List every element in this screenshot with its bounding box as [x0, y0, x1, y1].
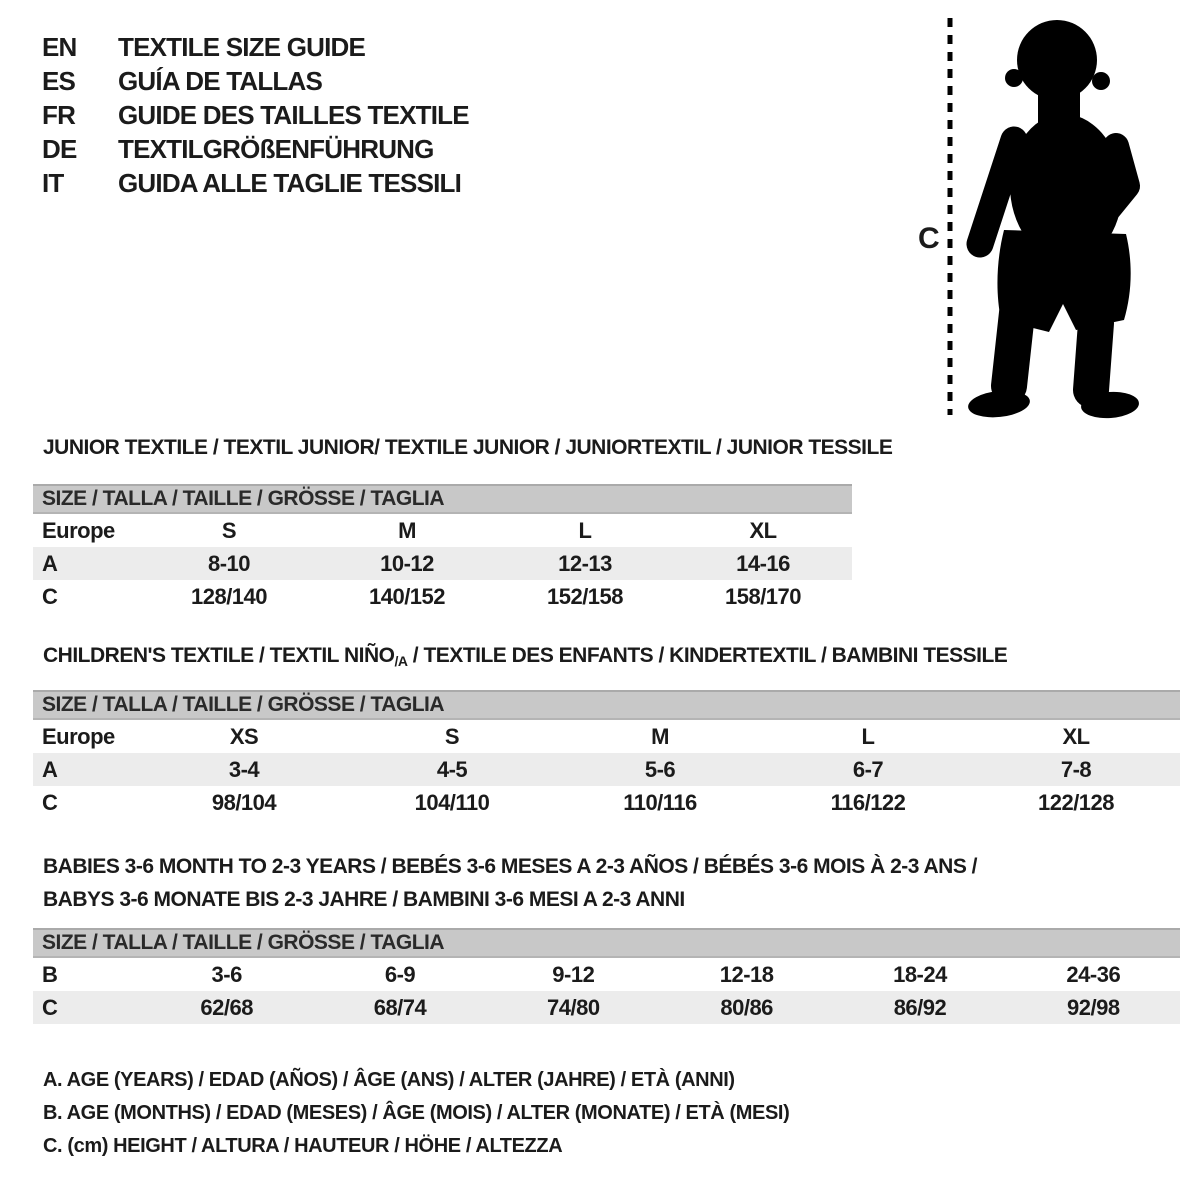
- age-cell: 10-12: [380, 550, 434, 576]
- age-cell: 8-10: [207, 550, 251, 576]
- age-cell: 6-7: [852, 756, 884, 782]
- guide-title: TEXTILGRÖßENFÜHRUNG: [118, 133, 434, 164]
- age-cell: 4-5: [436, 756, 468, 782]
- table-row-height: [33, 991, 1180, 1024]
- row-label: C: [42, 789, 58, 815]
- height-cell: 62/68: [200, 994, 253, 1020]
- language-code: FR: [42, 99, 76, 130]
- language-row-it: [42, 166, 469, 200]
- guide-title: GUÍA DE TALLAS: [118, 65, 323, 96]
- table-row-height: [33, 786, 1180, 819]
- language-code: ES: [42, 65, 76, 96]
- height-cell: 128/140: [190, 583, 268, 609]
- children-title-text: / TEXTILE DES ENFANTS / KINDERTEXTIL / BAMBINI TESSILE: [407, 644, 1008, 667]
- size-header-bar: SIZE / TALLA / TAILLE / GRÖSSE / TAGLIA: [33, 928, 1180, 958]
- table-row-europe: [33, 514, 852, 547]
- age-cell: 18-24: [893, 961, 947, 987]
- size-cell: XL: [1062, 723, 1090, 749]
- junior-section-title: JUNIOR TEXTILE / TEXTIL JUNIOR/ TEXTILE JUNIOR / JUNIORTEXTIL / JUNIOR TESSILE: [43, 436, 893, 459]
- children-title-text: CHILDREN'S TEXTILE / TEXTIL NIÑO: [43, 644, 395, 667]
- height-cell: 98/104: [211, 789, 277, 815]
- age-cell: 7-8: [1060, 756, 1092, 782]
- row-label: B: [42, 961, 58, 987]
- children-title-subscript: /A: [394, 653, 408, 669]
- height-cell: 140/152: [368, 583, 446, 609]
- table-row-age: [33, 753, 1180, 786]
- guide-title: GUIDE DES TAILLES TEXTILE: [118, 99, 469, 130]
- babies-size-table: [33, 928, 1180, 1024]
- height-cell: 152/158: [546, 583, 624, 609]
- table-row-age-months: [33, 958, 1180, 991]
- language-title-list: [42, 30, 469, 200]
- age-cell: 3-6: [211, 961, 242, 987]
- row-label: A: [42, 550, 58, 576]
- babies-title-line1: BABIES 3-6 MONTH TO 2-3 YEARS / BEBÉS 3-6 MESES A 2-3 AÑOS / BÉBÉS 3-6 MOIS À 2-3 ANS /: [43, 855, 978, 878]
- height-cell: 92/98: [1067, 994, 1120, 1020]
- height-cell: 68/74: [373, 994, 427, 1020]
- size-cell: XL: [749, 517, 777, 543]
- language-code: EN: [42, 31, 77, 62]
- language-row-fr: [42, 98, 469, 132]
- legend-line-b: B. AGE (MONTHS) / EDAD (MESES) / ÂGE (MOIS) / ALTER (MONATE) / ETÀ (MESI): [43, 1102, 790, 1124]
- row-label: A: [42, 756, 58, 782]
- age-cell: 9-12: [552, 961, 595, 987]
- table-row-age: [33, 547, 852, 580]
- age-cell: 6-9: [384, 961, 416, 987]
- height-cell: 86/92: [893, 994, 947, 1020]
- language-row-de: [42, 132, 469, 166]
- age-cell: 12-13: [558, 550, 612, 576]
- height-cell: 116/122: [830, 789, 906, 815]
- height-cell: 158/170: [724, 583, 802, 609]
- size-cell: M: [398, 517, 416, 543]
- guide-title: TEXTILE SIZE GUIDE: [118, 31, 366, 62]
- age-cell: 3-4: [228, 756, 260, 782]
- guide-title: GUIDA ALLE TAGLIE TESSILI: [118, 167, 462, 198]
- children-size-table: [33, 690, 1180, 819]
- age-cell: 24-36: [1066, 961, 1121, 987]
- junior-size-table: [33, 484, 852, 613]
- height-cell: 104/110: [414, 789, 490, 815]
- size-cell: M: [651, 723, 669, 749]
- legend-line-a: A. AGE (YEARS) / EDAD (AÑOS) / ÂGE (ANS) / ALTER (JAHRE) / ETÀ (ANNI): [43, 1069, 735, 1091]
- age-cell: 5-6: [644, 756, 676, 782]
- height-cell: 110/116: [623, 789, 697, 815]
- age-cell: 12-18: [719, 961, 774, 987]
- babies-title-line2: BABYS 3-6 MONATE BIS 2-3 JAHRE / BAMBINI 3-6 MESI A 2-3 ANNI: [43, 888, 685, 911]
- language-row-es: [42, 64, 469, 98]
- language-code: IT: [42, 167, 64, 198]
- legend-line-c: C. (cm) HEIGHT / ALTURA / HAUTEUR / HÖHE / ALTEZZA: [43, 1135, 563, 1157]
- age-cell: 14-16: [736, 550, 790, 576]
- language-row-en: [42, 30, 469, 64]
- size-cell: S: [444, 723, 460, 749]
- table-row-europe: [33, 720, 1180, 753]
- size-cell: L: [861, 723, 875, 749]
- height-cell: 122/128: [1037, 789, 1115, 815]
- size-cell: S: [221, 517, 237, 543]
- measure-legend: [43, 1064, 789, 1163]
- babies-section-title: [43, 850, 977, 916]
- height-measure-label: C: [918, 222, 940, 255]
- row-label: C: [42, 994, 58, 1020]
- size-cell: L: [578, 517, 592, 543]
- row-label: C: [42, 583, 58, 609]
- toddler-silhouette-icon: [967, 20, 1140, 420]
- size-header-bar: SIZE / TALLA / TAILLE / GRÖSSE / TAGLIA: [33, 484, 852, 514]
- row-label: Europe: [42, 723, 115, 749]
- size-cell: XS: [229, 723, 259, 749]
- table-row-height: [33, 580, 852, 613]
- language-code: DE: [42, 133, 77, 164]
- size-header-bar: SIZE / TALLA / TAILLE / GRÖSSE / TAGLIA: [33, 690, 1180, 720]
- row-label: Europe: [42, 517, 115, 543]
- height-cell: 74/80: [547, 994, 600, 1020]
- children-section-title: [43, 644, 1007, 669]
- toddler-height-figure: [900, 8, 1162, 428]
- height-cell: 80/86: [720, 994, 773, 1020]
